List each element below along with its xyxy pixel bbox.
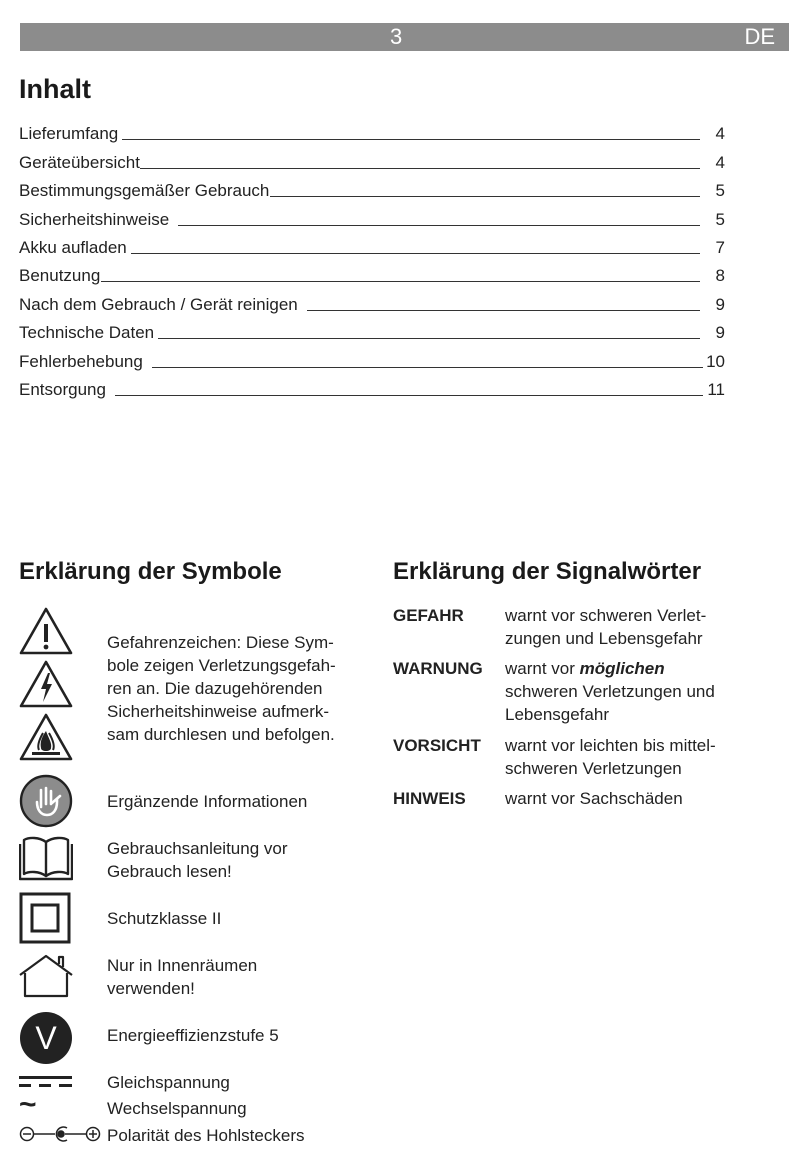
toc-entry-label: Sicherheitshinweise: [19, 209, 170, 229]
toc-entry[interactable]: [19, 173, 725, 201]
signal-word-description: warnt vor schweren Verlet- zungen und Lebensgefahr: [505, 606, 707, 648]
signal-words-title: Erklärung der Signalwörter: [393, 558, 702, 585]
toc-entry-label: Technische Daten: [19, 323, 155, 343]
symbol-description: Energieeffizienzstufe 5: [107, 1026, 279, 1045]
toc-entry-label: Lieferumfang: [19, 124, 119, 144]
signal-word-description: warnt vor möglichen schweren Verletzungen und Lebensgefahr: [505, 659, 715, 724]
toc-entry-page: 4: [715, 152, 725, 172]
toc-leader-line: [270, 196, 700, 197]
toc-entry-label: Fehlerbehebung: [19, 351, 143, 371]
signal-word: HINWEIS: [393, 789, 466, 808]
protection-class-ii-icon: [19, 892, 73, 946]
toc-entry[interactable]: [19, 315, 725, 343]
symbols-title: Erklärung der Symbole: [19, 558, 282, 585]
toc-leader-line: [101, 281, 700, 282]
toc-leader-line: [115, 395, 703, 396]
table-of-contents: [19, 116, 725, 400]
toc-entry[interactable]: [19, 230, 725, 258]
signal-word-description: warnt vor Sachschäden: [505, 789, 683, 808]
symbol-description: Nur in Innenräumen verwenden!: [107, 956, 258, 998]
energy-efficiency-icon: [19, 1011, 73, 1065]
toc-entry[interactable]: [19, 372, 725, 400]
toc-entry[interactable]: [19, 258, 725, 286]
symbol-description: Wechselspannung: [107, 1099, 247, 1118]
toc-entry-page: 9: [715, 294, 725, 314]
toc-entry-label: Benutzung: [19, 266, 101, 286]
toc-entry[interactable]: [19, 286, 725, 314]
signal-word: VORSICHT: [393, 736, 481, 755]
symbol-description: Gebrauchsanleitung vor Gebrauch lesen!: [107, 839, 288, 881]
toc-entry-page: 4: [715, 124, 725, 144]
toc-entry-page: 9: [715, 323, 725, 343]
toc-entry[interactable]: [19, 343, 725, 371]
signal-word-description: warnt vor leichten bis mittel- schweren Verletzungen: [505, 736, 716, 778]
toc-leader-line: [158, 338, 700, 339]
toc-entry[interactable]: [19, 144, 725, 172]
toc-leader-line: [122, 139, 700, 140]
toc-entry[interactable]: [19, 201, 725, 229]
alternating-current-icon: ~: [19, 1088, 37, 1121]
toc-title: Inhalt: [19, 74, 91, 104]
toc-entry-page: 7: [715, 237, 725, 257]
toc-entry[interactable]: [19, 116, 725, 144]
toc-entry-page: 5: [715, 209, 725, 229]
signal-word: WARNUNG: [393, 659, 483, 678]
toc-entry-label: Bestimmungsgemäßer Gebrauch: [19, 181, 270, 201]
info-hand-icon: [19, 774, 73, 828]
toc-entry-label: Nach dem Gebrauch / Gerät reinigen: [19, 294, 298, 314]
toc-leader-line: [131, 253, 700, 254]
toc-entry-page: 10: [706, 351, 725, 371]
symbol-description: Ergänzende Informationen: [107, 792, 308, 811]
symbol-description: Polarität des Hohlsteckers: [107, 1126, 305, 1145]
symbol-description: Schutzklasse II: [107, 909, 222, 928]
toc-entry-label: Akku aufladen: [19, 237, 127, 257]
toc-entry-page: 8: [715, 266, 725, 286]
symbol-description: Gleichspannung: [107, 1073, 230, 1092]
energy-level-letter: V: [35, 1020, 57, 1056]
toc-leader-line: [307, 310, 700, 311]
language-code: DE: [744, 24, 775, 49]
toc-leader-line: [178, 225, 700, 226]
manual-book-icon: [19, 834, 73, 882]
polarity-icon: [19, 1124, 101, 1144]
toc-leader-line: [152, 367, 703, 368]
signal-word: GEFAHR: [393, 606, 464, 625]
toc-entry-page: 5: [715, 181, 725, 201]
toc-leader-line: [140, 168, 700, 169]
warning-triangles-icon: [19, 606, 73, 766]
page-number: 3: [390, 24, 403, 49]
header-bar: [20, 23, 789, 51]
indoor-house-icon: [19, 953, 73, 999]
symbol-description: Gefahrenzeichen: Diese Sym- bole zeigen Verletzungsgefah- ren an. Die dazugehörenden Sicherheitshinweise aufmerk- sam durchlesen und befolgen.: [107, 633, 336, 744]
toc-entry-page: 11: [707, 379, 725, 399]
toc-entry-label: Entsorgung: [19, 379, 106, 399]
toc-entry-label: Geräteübersicht: [19, 152, 140, 172]
